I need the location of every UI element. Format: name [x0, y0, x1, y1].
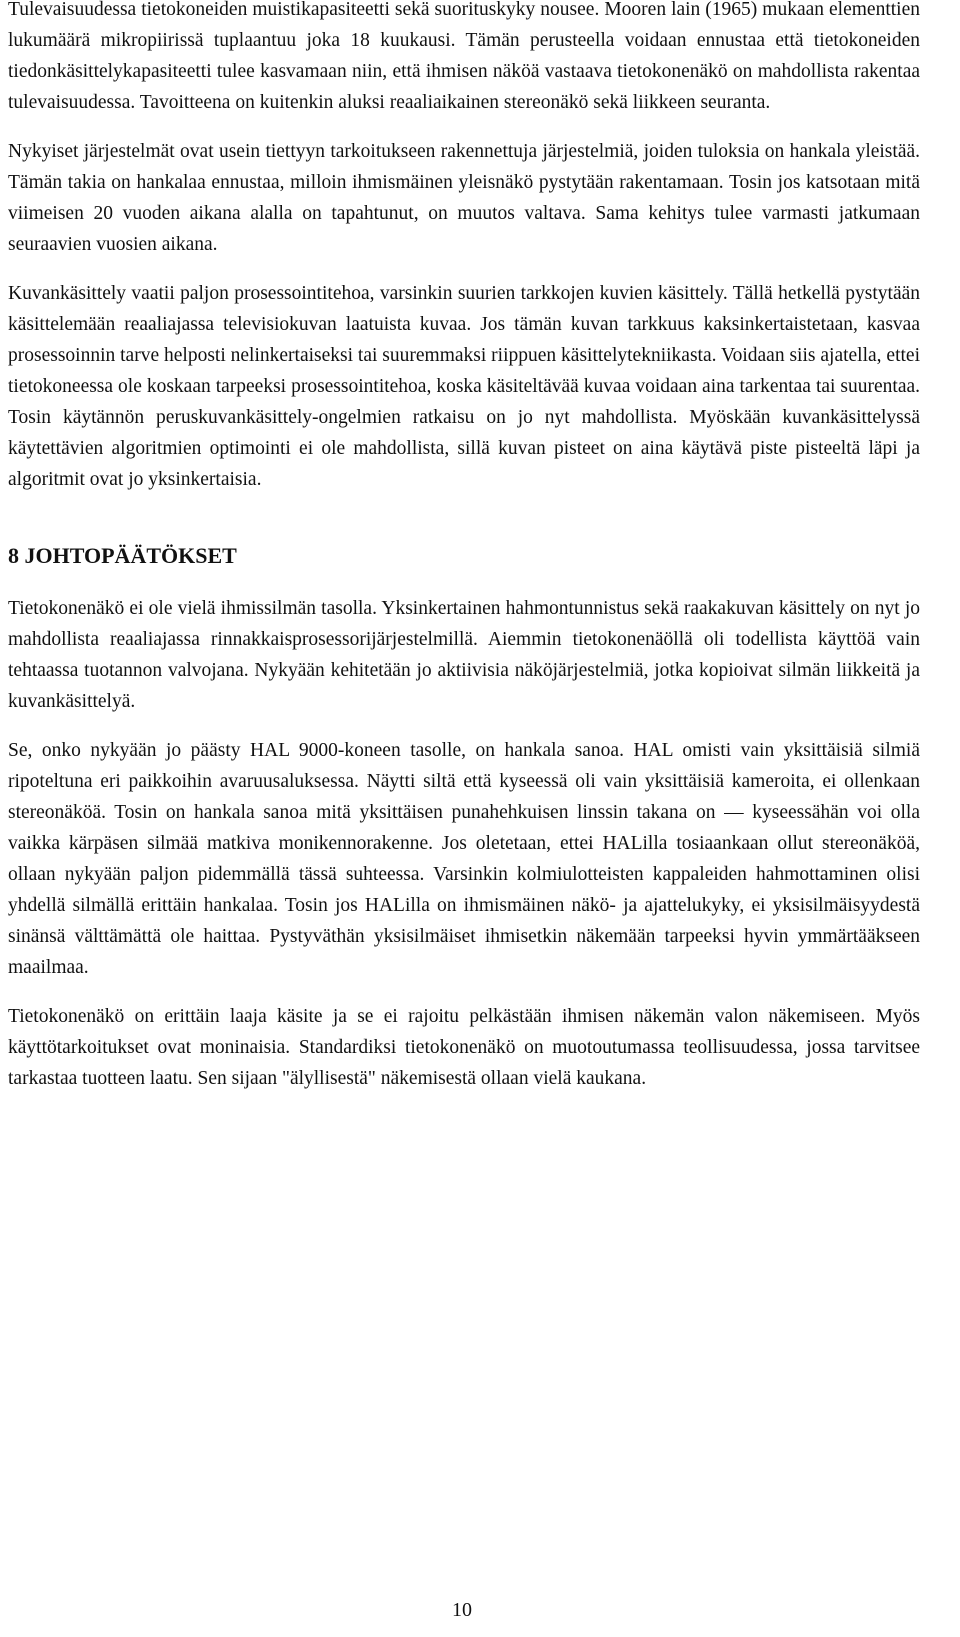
- paragraph-future-capacity: Tulevaisuudessa tietokoneiden muistikapasiteetti sekä suorituskyky nousee. Mooren lain (1965) mukaan elementtien lukumäärä mikropiirissä tuplaantuu joka 18 kuukausi. Tämän perusteella voidaan ennustaa että tietokoneiden tiedonkäsittelykapasiteetti tulee kasvamaan niin, että ihmisen näköä vastaava tietokonenäkö on mahdollista rakentaa tulevaisuudessa. Tavoitteena on kuitenkin aluksi reaaliaikainen stereonäkö sekä liikkeen seuranta.: [8, 0, 920, 113]
- page-content: [8, 0, 920, 1112]
- paragraph-current-systems: Nykyiset järjestelmät ovat usein tiettyyn tarkoitukseen rakennettuja järjestelmiä, joiden tuloksia on hankala yleistää. Tämän takia on hankalaa ennustaa, milloin ihmismäinen yleisnäkö pystytään rakentamaan. Tosin jos katsotaan mitä viimeisen 20 vuoden aikana alalla on tapahtunut, on muutos valtava. Sama kehitys tulee varmasti jatkumaan seuraavien vuosien aikana.: [8, 141, 920, 255]
- paragraph-conclusion-2: Se, onko nykyään jo päästy HAL 9000-koneen tasolle, on hankala sanoa. HAL omisti vain yksittäisiä silmiä ripoteltuna eri paikkoihin avaruusaluksessa. Näytti siltä että kyseessä oli vain yksittäisiä kameroita, ei ollenkaan stereonäköä. Tosin on hankala sanoa mitä yksittäisen punahehkuisen linssin takana on — kyseessähän voi olla vaikka kärpäsen silmää matkiva monikennorakenne. Jos oletetaan, ettei HALilla tosiaankaan ollut stereonäköä, ollaan nykyään paljon pidemmällä tässä suhteessa. Varsinkin kolmiulotteisten kappaleiden hahmottaminen olisi yhdellä silmällä erittäin hankalaa. Tosin jos HALilla on ihmismäinen näkö- ja ajattelukyky, ei yksisilmäisyydestä sinänsä välttämättä ole haittaa. Pystyväthän yksisilmäiset ihmisetkin näkemään tarpeeksi hyvin ymmärtääkseen maailmaa.: [8, 740, 920, 978]
- paragraph-conclusion-1: Tietokonenäkö ei ole vielä ihmissilmän tasolla. Yksinkertainen hahmontunnistus sekä raakakuvan käsittely on nyt jo mahdollista reaaliajassa rinnakkaisprosessorijärjestelmillä. Aiemmin tietokonenäöllä oli todellista käyttöä vain tehtaassa tuotannon valvojana. Nykyään kehitetään jo aktiivisia näköjärjestelmiä, jotka kopioivat silmän liikkeitä ja kuvankäsittelyä.: [8, 598, 920, 712]
- page-number: 10: [452, 1599, 472, 1621]
- paragraph-conclusion-3: Tietokonenäkö on erittäin laaja käsite ja se ei rajoitu pelkästään ihmisen näkemän valon näkemiseen. Myös käyttötarkoitukset ovat moninaisia. Standardiksi tietokonenäkö on muotoutumassa teollisuudessa, jossa tarvitsee tarkastaa tuotteen laatu. Sen sijaan "älyllisestä" näkemisestä ollaan vielä kaukana.: [8, 1006, 920, 1089]
- section-heading: 8 JOHTOPÄÄTÖKSET: [8, 543, 237, 568]
- paragraph-image-processing: Kuvankäsittely vaatii paljon prosessointitehoa, varsinkin suurien tarkkojen kuvien käsittely. Tällä hetkellä pystytään käsittelemään reaaliajassa televisiokuvan laatuista kuvaa. Jos tämän kuvan tarkkuus kaksinkertaistetaan, kasvaa prosessoinnin tarve helposti nelinkertaiseksi tai suuremmaksi riippuen käsittelytekniikasta. Voidaan siis ajatella, ettei tietokoneessa ole koskaan tarpeeksi prosessointitehoa, koska käsiteltävää kuvaa voidaan aina tarkentaa tai suurentaa. Tosin käytännön peruskuvankäsittely-ongelmien ratkaisu on jo nyt mahdollista. Myöskään kuvankäsittelyssä käytettävien algoritmien optimointi ei ole mahdollista, sillä kuvan pisteet on aina käytävä piste pisteeltä läpi ja algoritmit ovat jo yksinkertaisia.: [8, 283, 920, 490]
